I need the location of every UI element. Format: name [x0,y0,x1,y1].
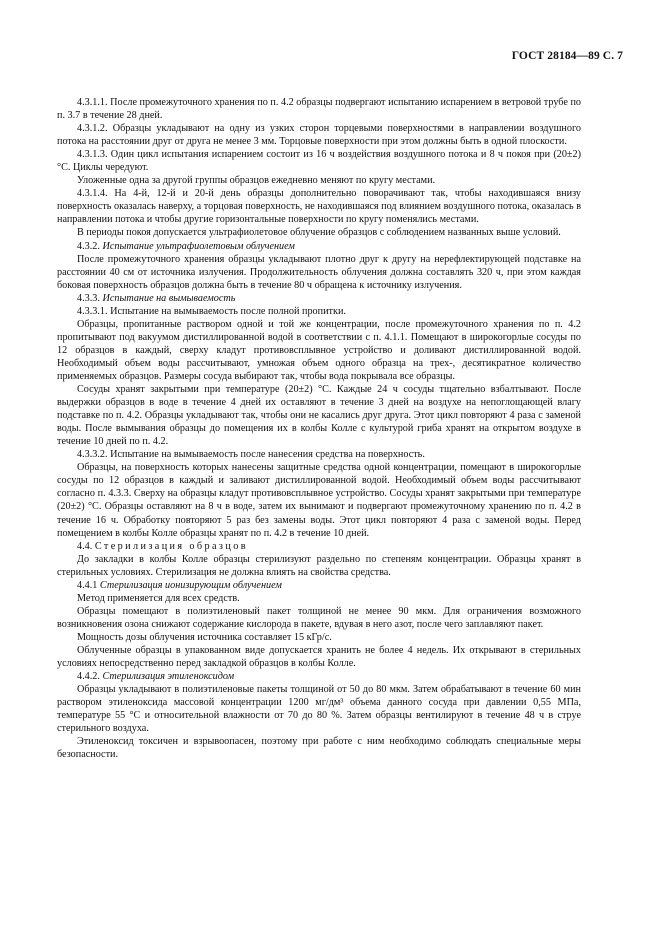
paragraph: Образцы, пропитанные раствором одной и той же концентрации, после промежуточного хранения по п. 4.2 пропитывают под вакуумом дистиллированной водой в соответствии с п. 4.1.1. Помещают в широкогорлые сосуды по 12 образцов в каждый, сверху кладут противовсплывное устройство и доливают дистиллированной водой. Необходимый объем воды рассчитывают, умножая объем одного образца на трех-, десятикратное количество применяемых образцов. Размеры сосуда выбирают так, чтобы вода покрывала все образцы. [57,318,581,382]
section-title: Стерилизация ионизирующим облучением [99,579,282,591]
paragraph: Образцы помещают в полиэтиленовый пакет толщиной не менее 90 мкм. Для ограничения возможного возникновения озона снижают содержание кислорода в пакете, вдувая в него азот, после чего заплавляют пакет. [57,605,581,630]
section-heading [57,540,581,553]
paragraph: Облученные образцы в упакованном виде допускается хранить не более 4 недель. Их открывают в стерильных условиях непосредственно перед закладкой образцов в колбы Колле. [57,644,581,670]
section-title: Испытание на вымываемость [102,292,236,304]
paragraph: После промежуточного хранения образцы укладывают плотно друг к другу на нерефлектирующей подставке на расстоянии 40 см от источника излучения. Продолжительность облучения должна составлять 320 ч, при этом каждая боковая поверхность образцов должна быть в течение 80 ч обращена к источнику излучения. [57,253,581,291]
paragraph: До закладки в колбы Колле образцы стерилизуют раздельно по степеням концентрации. Образцы хранят в стерильных условиях. Стерилизация не должна влиять на свойства средства. [57,553,581,578]
section-heading [57,240,581,253]
paragraph: 4.3.1.4. На 4-й, 12-й и 20-й день образцы дополнительно поворачивают так, чтобы находившаяся внизу поверхность оказалась наверху, а торцовая поверхность, не находившаяся под влиянием воздушного потока, оказалась в направлении потока и чтобы другие горизонтальные поверхности по кругу поменялись местами. [57,188,581,226]
section-number: 4.3.2. [77,240,100,252]
paragraph: Уложенные одна за другой группы образцов ежедневно меняют по кругу местами. [77,175,436,187]
document-body [57,96,581,761]
paragraph: 4.3.1.3. Один цикл испытания испарением состоит из 16 ч воздействия воздушного потока и 8 ч покоя при (20±2) °С. Циклы чередуют. [57,149,581,174]
paragraph: Образцы, на поверхность которых нанесены защитные средства одной концентрации, помещают в широкогорлые сосуды по 12 образцов в каждый и заливают дистиллированной водой. Необходимый объем воды рассчитывают согласно п. 4.3.3. Сверху на образцы кладут противовсплывное устройство. Сосуды хранят закрытыми при температуре (20±2) °С. Образцы оставляют на 8 ч в воде, затем их вынимают и подвергают промежуточному хранению по п. 4.2 в течение 16 ч. Обработку повторяют 5 раз без замены воды. Этот цикл повторяют 4 раза с заменой воды. Перед помещением в колбы Колле образцы хранят по п. 4.2 в течение 10 дней. [57,462,581,539]
paragraph: 4.3.3.2. Испытание на вымываемость после нанесения средства на поверхность. [77,449,425,461]
paragraph: Сосуды хранят закрытыми при температуре (20±2) °С. Каждые 24 ч сосуды тщательно взбалтывают. После выдержки образцов в воде в течение 4 дней их оставляют в течение 3 дней на воздухе на непоглощающей влагу подставке по п. 4.2. Образцы укладывают так, чтобы они не касались друг друга. Этот цикл повторяют 4 раза с заменой воды. После вымывания образцы до помещения их в колбы Колле с культурой гриба хранят на открытом воздухе в течение 10 дней по п. 4.2. [57,384,581,448]
section-number: 4.4. [77,540,93,552]
section-title: Стерилизация этиленоксидом [102,671,235,683]
section-heading [57,292,581,305]
paragraph: Метод применяется для всех средств. [77,592,240,604]
paragraph: В периоды покоя допускается ультрафиолетовое облучение образцов с соблюдением названных выше условий. [77,227,561,239]
paragraph: 4.3.3.1. Испытание на вымываемость после полной пропитки. [77,305,346,317]
paragraph: 4.3.1.1. После промежуточного хранения по п. 4.2 образцы подвергают испытанию испарением в ветровой трубе по п. 3.7 в течение 28 дней. [57,97,581,122]
paragraph: Мощность дозы облучения источника составляет 15 кГр/с. [77,631,332,643]
paragraph: 4.3.1.2. Образцы укладывают на одну из узких сторон торцевыми поверхностями в направлении воздушного потока на расстоянии друг от друга не менее 3 мм. Торцовые поверхности при этом должны быть в одной плоскости. [57,123,581,148]
paragraph: Образцы укладывают в полиэтиленовые пакеты толщиной от 50 до 80 мкм. Затем обрабатывают в течение 60 мин раствором этиленоксида массовой концентрации 1200 мг/дм³ объема данного сосуда при давлении 0,55 МПа, температуре 55 °С и относительной влажности от 70 до 80 %. Затем образцы вентилируют в течение 48 ч в струе стерильного воздуха. [57,684,581,735]
section-heading [57,579,581,592]
section-number: 4.4.2. [77,671,100,683]
section-number: 4.4.1 [77,579,98,591]
section-title: Испытание ультрафиолетовым облучением [102,240,295,252]
section-number: 4.3.3. [77,292,100,304]
section-title: Стерилизация образцов [94,540,248,552]
paragraph: Этиленоксид токсичен и взрывоопасен, поэтому при работе с ним необходимо соблюдать специальные меры безопасности. [57,736,581,761]
page-header: ГОСТ 28184—89 С. 7 [511,50,623,62]
section-heading [57,670,581,683]
